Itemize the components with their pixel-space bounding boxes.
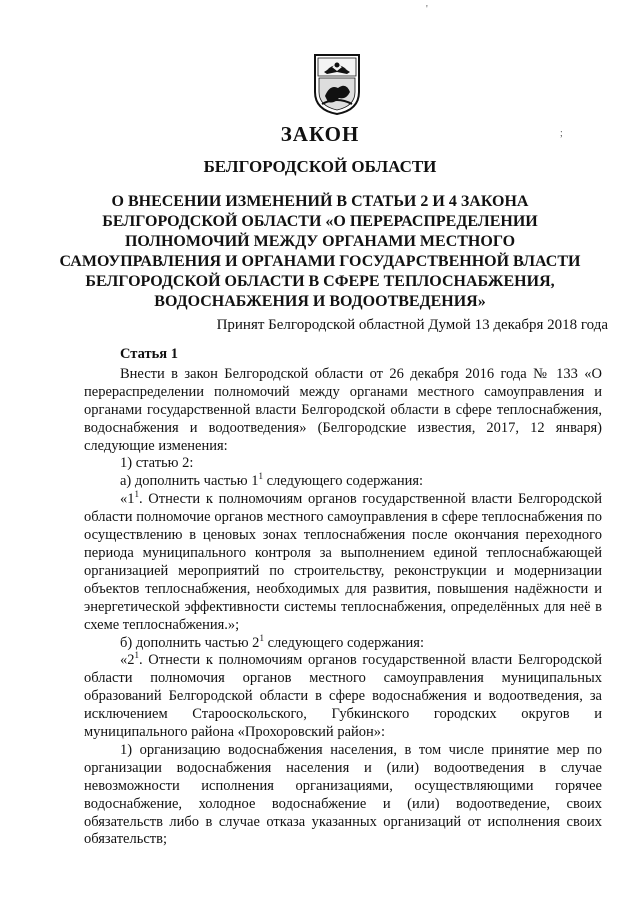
article-heading: Статья 1 xyxy=(120,346,178,362)
title-line: ПОЛНОМОЧИЙ МЕЖДУ ОРГАНАМИ МЕСТНОГО xyxy=(124,233,516,250)
title-line: САМОУПРАВЛЕНИЯ И ОРГАНАМИ ГОСУДАРСТВЕННОЙ ВЛАСТИ xyxy=(59,253,581,270)
title-line: БЕЛГОРОДСКОЙ ОБЛАСТИ «О ПЕРЕРАСПРЕДЕЛЕНИИ xyxy=(102,213,538,230)
adoption-note: Принят Белгородской областной Думой 13 декабря 2018 года xyxy=(216,317,608,333)
title-line: ВОДОСНАБЖЕНИЯ И ВОДООТВЕДЕНИЯ» xyxy=(154,293,486,310)
document-body xyxy=(84,346,602,849)
scan-mark: ' xyxy=(426,4,428,15)
sub-item-paragraph: 1) организацию водоснабжения населения, в том числе принятие мер по организации водоснабжения населения и (или) водоотведения в случае невозможности исполнения организациями, осуществляющими горячее водоснабжение, холодное водоснабжение и (или) водоотведение, своих обязательств либо в случае отказа указанных организаций от исполнения своих обязательств; xyxy=(84,741,602,848)
quoted-part-paragraph: «$1^1$. Отнести к полномочиям органов государственной власти Белгородской области полномочие органов местного самоуправления в сфере теплоснабжения по осуществлению в ценовых зонах теплоснабжения после окончания переходного периода муниципального контроля за выполнением единой теплоснабжающей организацией мероприятий по строительству, реконструкции и модернизации объектов теплоснабжения, необходимых для развития, повышения надёжности и энергетической эффективности системы теплоснабжения, определённых для неё в схеме теплоснабжения.»; xyxy=(84,489,602,633)
document-type: ЗАКОН xyxy=(280,122,360,146)
belgorod-coat-of-arms-icon xyxy=(312,52,362,116)
title-line: О ВНЕСЕНИИ ИЗМЕНЕНИЙ В СТАТЬИ 2 И 4 ЗАКОНА xyxy=(111,193,529,210)
region-name: БЕЛГОРОДСКОЙ ОБЛАСТИ xyxy=(203,157,437,176)
list-item: б) дополнить частью $2^1$ следующего содержания: xyxy=(120,632,425,651)
quoted-part-paragraph: «$2^1$. Отнести к полномочиям органов государственной власти Белгородской области полномочия органов местного самоуправления муниципальных образований Белгородской области в сфере водоснабжения и водоотведения, за исключением Старооскольского, Губкинского городских округов и муниципального района «Прохоровский район»: xyxy=(84,650,602,741)
list-item: 1) статью 2: xyxy=(120,455,194,472)
scan-mark: ; xyxy=(560,128,563,139)
title-line: БЕЛГОРОДСКОЙ ОБЛАСТИ В СФЕРЕ ТЕПЛОСНАБЖЕНИЯ, xyxy=(85,273,555,290)
article-intro-paragraph: Внести в закон Белгородской области от 26 декабря 2016 года № 133 «О перераспределении полномочий между органами местного самоуправления и органами государственной власти Белгородской области в сфере теплоснабжения, водоснабжения и водоотведения» (Белгородские известия, 2017, 12 января) следующие изменения: xyxy=(84,365,602,454)
list-item: а) дополнить частью $1^1$ следующего содержания: xyxy=(120,471,424,490)
